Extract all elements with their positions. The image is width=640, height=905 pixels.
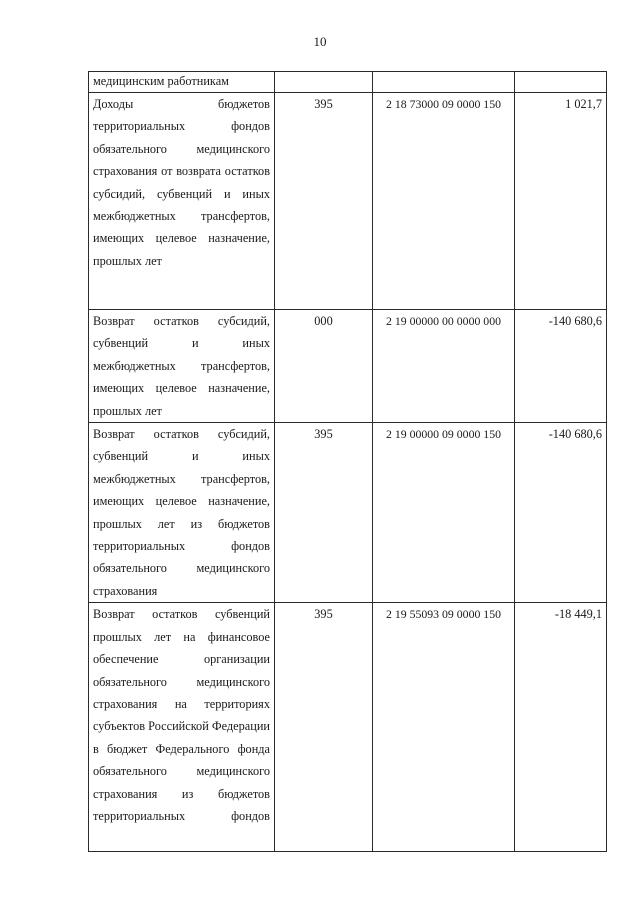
row-budget-code: 2 18 73000 09 0000 150	[373, 93, 515, 310]
row-admin-code: 000	[275, 310, 373, 423]
table-row	[89, 310, 607, 423]
row-admin-code: 395	[275, 603, 373, 852]
table-row	[89, 72, 607, 93]
row-budget-code: 2 19 00000 09 0000 150	[373, 423, 515, 603]
row-name: Возврат остатков субвенций прошлых лет на финансовое обеспечение организации обязательного медицинского страхования на территориях субъектов Российской Федерации в бюджет Федерального фонда обязательного медицинского страхования из бюджетов территориальных фондов	[89, 603, 275, 852]
table-row	[89, 423, 607, 603]
row-name: Возврат остатков субсидий, субвенций и иных межбюджетных трансфертов, имеющих целевое назначение, прошлых лет из бюджетов территориальных фондов обязательного медицинского страхования	[89, 423, 275, 603]
row-budget-code	[373, 72, 515, 93]
row-admin-code: 395	[275, 93, 373, 310]
row-amount: -140 680,6	[515, 423, 607, 603]
row-name: Возврат остатков субсидий, субвенций и иных межбюджетных трансфертов, имеющих целевое назначение, прошлых лет	[89, 310, 275, 423]
row-admin-code	[275, 72, 373, 93]
row-name: Доходы бюджетов территориальных фондов обязательного медицинского страхования от возврата остатков субсидий, субвенций и иных межбюджетных трансфертов, имеющих целевое назначение, прошлых лет	[89, 93, 275, 310]
row-budget-code: 2 19 55093 09 0000 150	[373, 603, 515, 852]
table-row	[89, 603, 607, 852]
row-amount: -140 680,6	[515, 310, 607, 423]
row-admin-code: 395	[275, 423, 373, 603]
row-amount: 1 021,7	[515, 93, 607, 310]
row-amount	[515, 72, 607, 93]
page-number: 10	[313, 34, 327, 49]
row-amount: -18 449,1	[515, 603, 607, 852]
budget-table	[88, 71, 607, 852]
row-budget-code: 2 19 00000 00 0000 000	[373, 310, 515, 423]
table-row	[89, 93, 607, 310]
row-name: медицинским работникам	[89, 72, 275, 93]
